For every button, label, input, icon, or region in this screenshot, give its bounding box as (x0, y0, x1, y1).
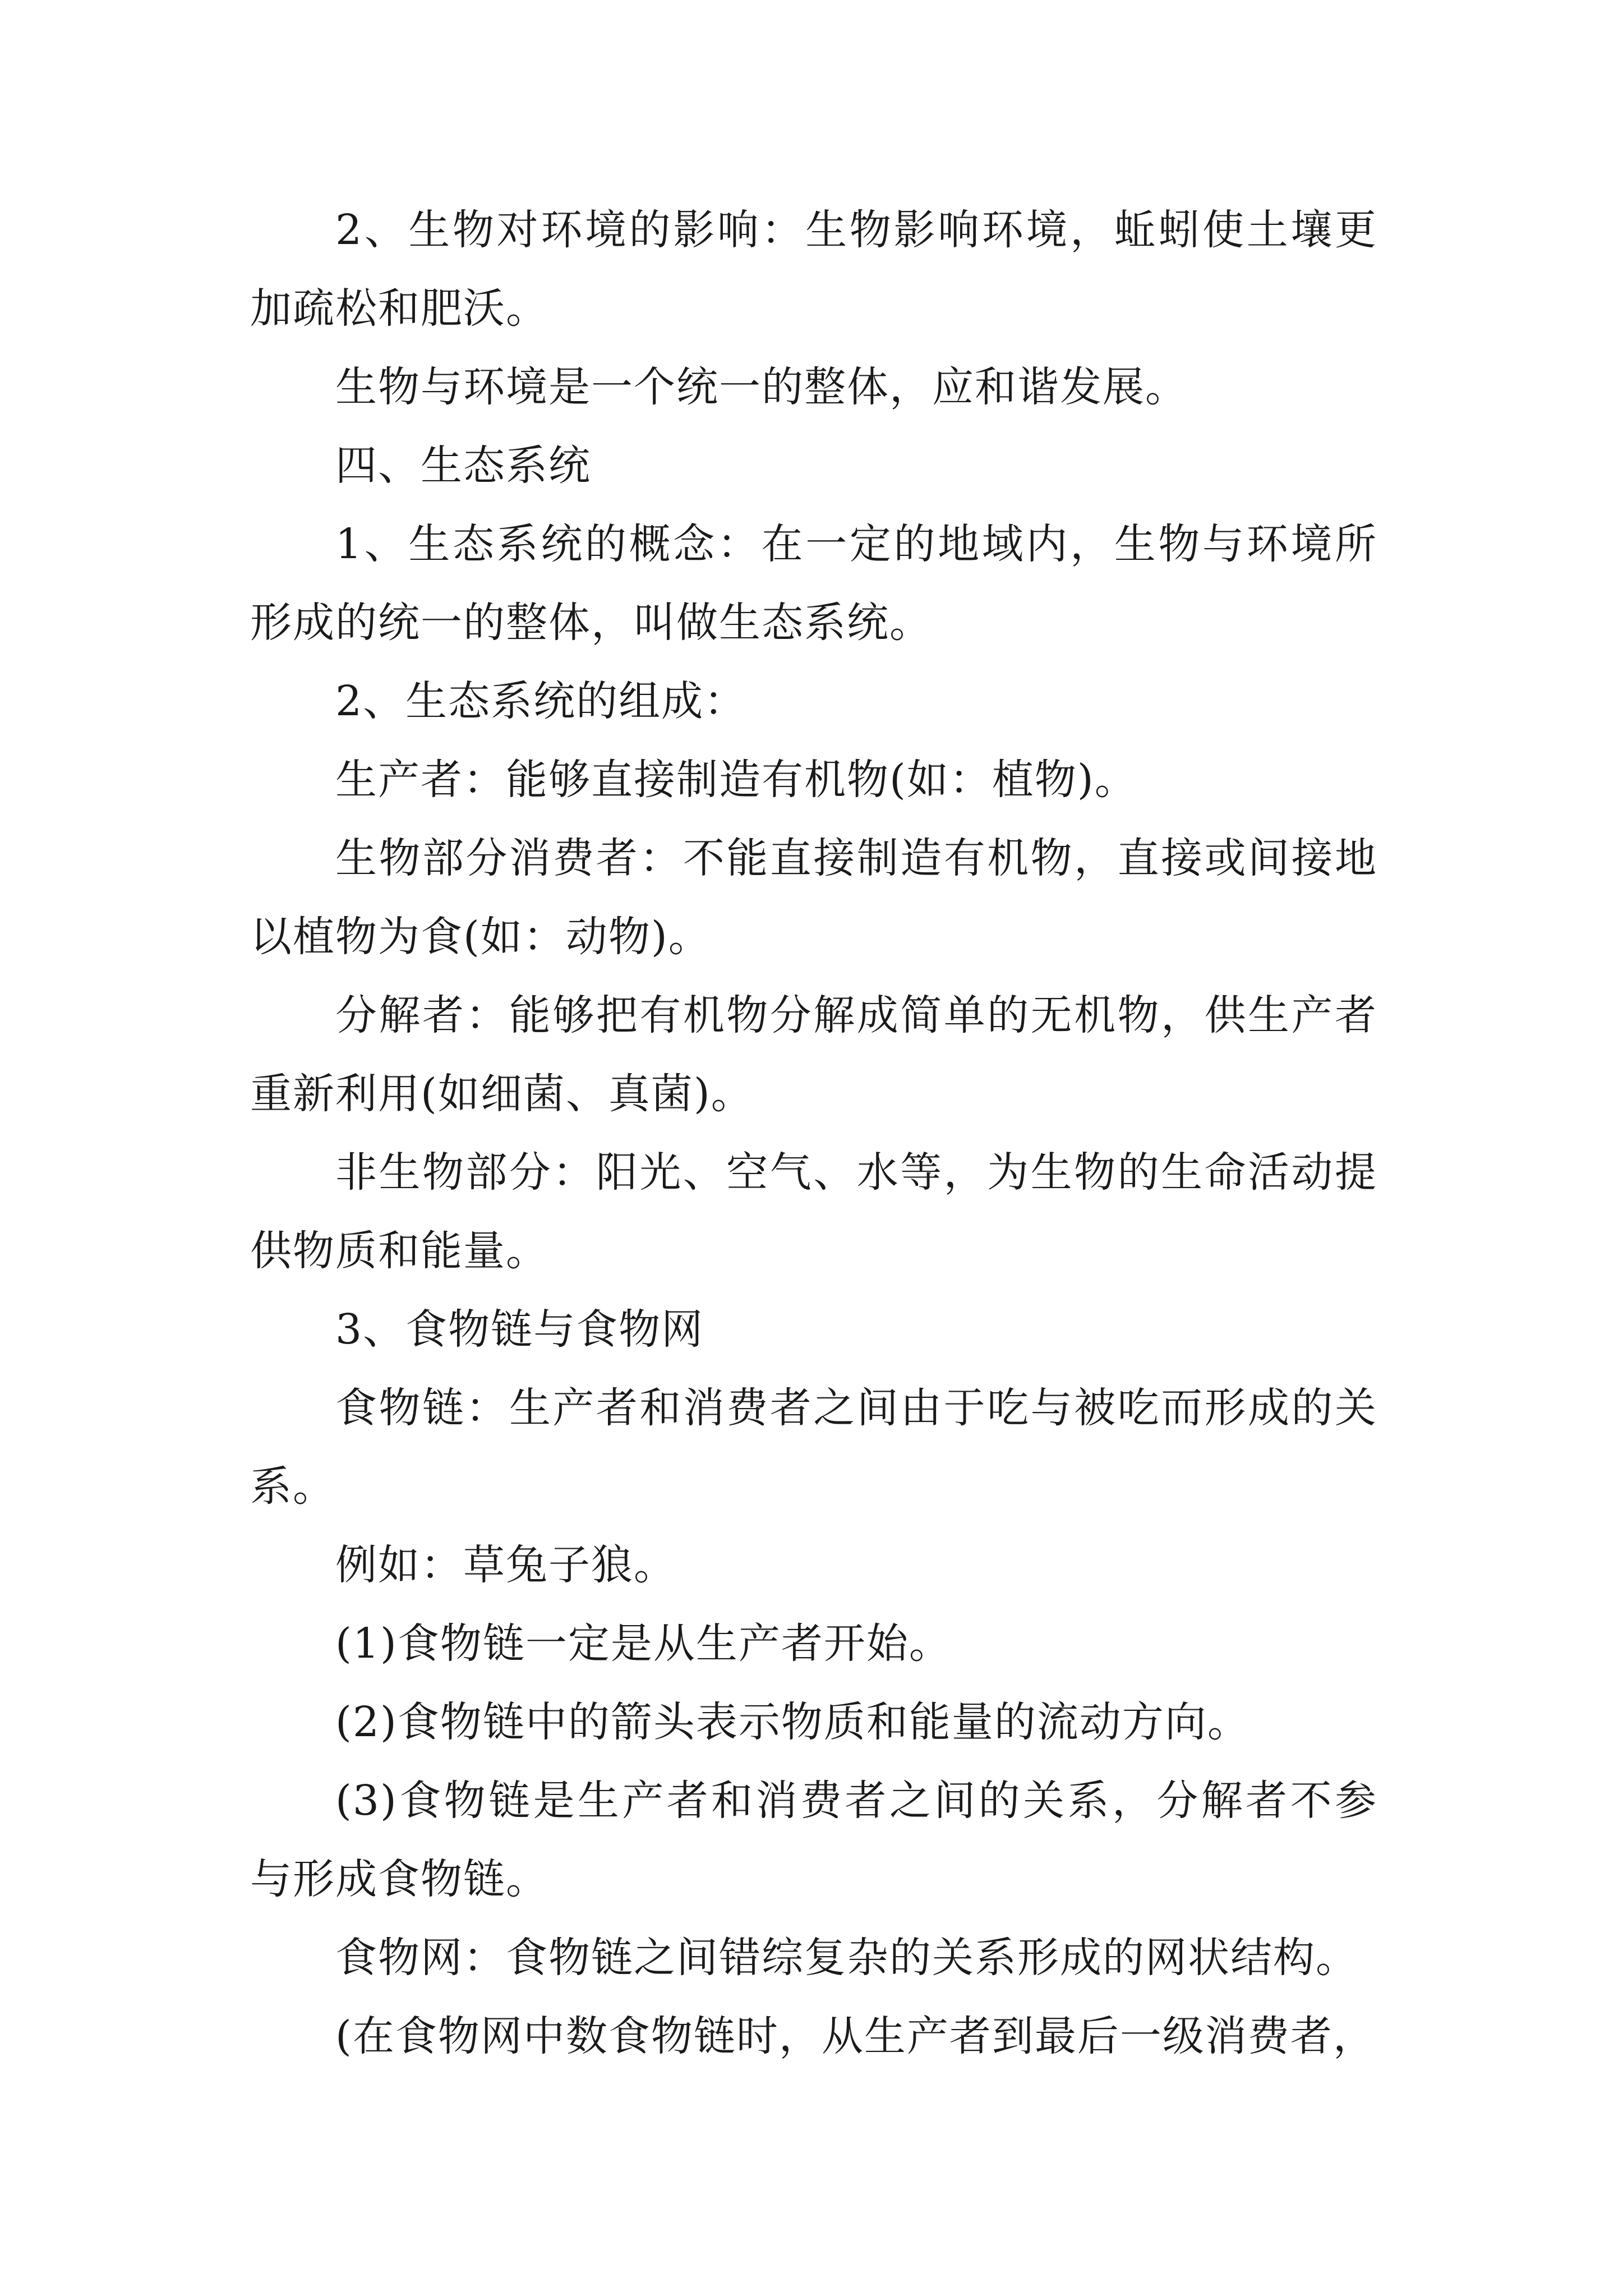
paragraph-food-web-definition: 食物网：食物链之间错综复杂的关系形成的网状结构。 (335, 1934, 1358, 1982)
paragraph-abiotic-part: 非生物部分：阳光、空气、水等，为生物的生命活动提供物质和能量。 (250, 1148, 1377, 1275)
list-item-food-chain-rule-3: (3)食物链是生产者和消费者之间的关系，分解者不参与形成食物链。 (250, 1777, 1377, 1903)
paragraph-producers: 生产者：能够直接制造有机物(如：植物)。 (335, 756, 1137, 804)
paragraph-organism-environment-unity: 生物与环境是一个统一的整体，应和谐发展。 (335, 363, 1188, 411)
paragraph-decomposers: 分解者：能够把有机物分解成简单的无机物，供生产者重新利用(如细菌、真菌)。 (250, 991, 1377, 1118)
paragraph-organism-effect-on-environment: 2、生物对环境的影响：生物影响环境，蚯蚓使土壤更加疏松和肥沃。 (250, 206, 1377, 333)
list-item-food-chain-rule-2: (2)食物链中的箭头表示物质和能量的流动方向。 (335, 1698, 1250, 1746)
paragraph-ecosystem-composition: 2、生态系统的组成： (335, 677, 747, 725)
paragraph-food-web-counting-note: (在食物网中数食物链时，从生产者到最后一级消费者， (335, 2012, 1376, 2060)
paragraph-ecosystem-concept: 1、生态系统的概念：在一定的地域内，生物与环境所形成的统一的整体，叫做生态系统。 (250, 520, 1377, 647)
paragraph-consumers: 生物部分消费者：不能直接制造有机物，直接或间接地以植物为食(如：动物)。 (250, 834, 1377, 961)
subheading-food-chain-web: 3、食物链与食物网 (335, 1305, 704, 1354)
list-item-food-chain-rule-1: (1)食物链一定是从生产者开始。 (335, 1619, 952, 1668)
section-heading-ecosystem: 四、生态系统 (335, 441, 591, 490)
paragraph-food-chain-definition: 食物链：生产者和消费者之间由于吃与被吃而形成的关系。 (250, 1384, 1377, 1511)
paragraph-food-chain-example: 例如：草兔子狼。 (335, 1541, 676, 1589)
document-body (250, 191, 1377, 2076)
